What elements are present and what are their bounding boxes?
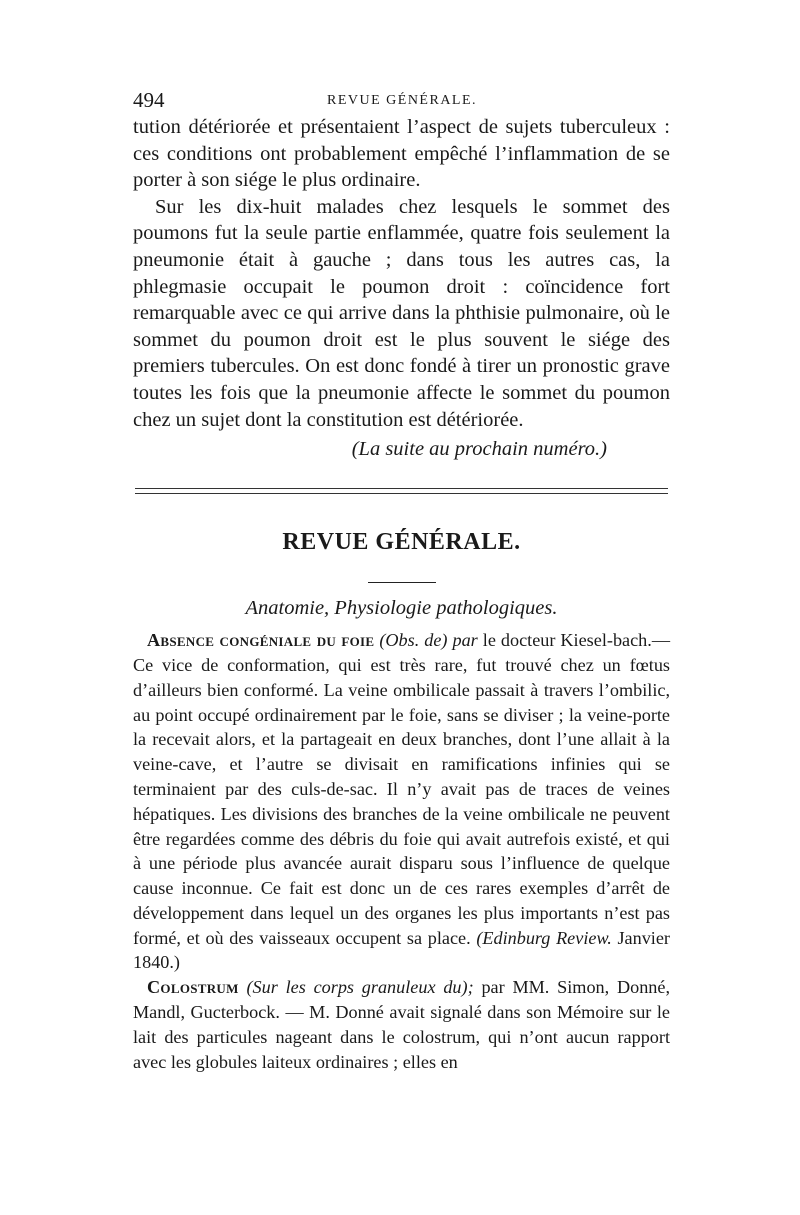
title-rule [368, 582, 436, 583]
paragraph-continued: tution détériorée et présentaient l’aspect de sujets tuberculeux : ces conditions ont probablement empêché l’inflammation de se porter à son siége le plus ordinaire. [133, 116, 670, 192]
article-colostrum [133, 975, 670, 1074]
running-title: REVUE GÉNÉRALE. [327, 93, 478, 108]
article-lead: (Sur les corps granuleux du); [246, 977, 474, 998]
section-divider [135, 488, 668, 494]
page-number: 494 [133, 88, 165, 112]
article-body: le docteur Kiesel-bach.—Ce vice de conformation, qui est très rare, fut trouvé chez un fœtus d’ailleurs bien conformé. La veine ombilicale passait à travers l’ombilic, au point occupé ordinairement par le foie, sans se diviser ; la veine-porte la recevait alors, et la partageait en deux branches, dont l’une allait à la veine-cave, et l’autre se divisait en ramifications infinies qui se terminaient par des culs-de-sac. Il n’y avait pas de traces de veines hépatiques. Les divisions des branches de la veine ombilicale ne peuvent être regardées comme des débris du foie qui avait autrefois existé, et qui à une période plus avancée aurait disparu sous l’influence de quelque cause inconnue. Ce fait est donc un de ces rares exemples d’arrêt de développement dans lequel un des organes les plus importants n’est pas formé, et où des vaisseaux occupent sa place. [133, 630, 671, 948]
running-head [133, 88, 670, 114]
article-heading: Colostrum [147, 977, 239, 998]
article-source: (Edinburg Review. [476, 927, 612, 948]
article-absence-foie [133, 628, 670, 975]
article-body: par MM. Simon, Donné, Mandl, Gucterbock. — M. Donné avait signalé dans son Mémoire sur le lait des particules nageant dans le colostrum, qui n’ont aucun rapport avec les globules laiteux ordinaires ; elles en [133, 977, 671, 1072]
subsection-title: Anatomie, Physiologie pathologiques. [245, 597, 558, 620]
paragraph-pneumonia: Sur les dix-huit malades chez lesquels le sommet des poumons fut la seule partie enflammée, quatre fois seulement la pneumonie était à gauche ; dans tous les autres cas, la phlegmasie occupait le poumon droit : coïncidence fort remarquable avec ce qui arrive dans la phthisie pulmonaire, où le sommet du poumon droit est le plus souvent le siége des premiers tubercules. On est donc fondé à tirer un pronostic grave toutes les fois que la pneumonie affecte le sommet du poumon chez un sujet dont la constitution est détériorée. [133, 195, 670, 431]
article-lead: (Obs. de) par [379, 630, 478, 651]
article-heading: Absence congéniale du foie [147, 630, 375, 651]
article-date: Janvier 1840.) [133, 927, 670, 973]
book-page [133, 88, 670, 1074]
section-title: REVUE GÉNÉRALE. [282, 529, 521, 556]
continuation-note: (La suite au prochain numéro.) [351, 438, 607, 461]
